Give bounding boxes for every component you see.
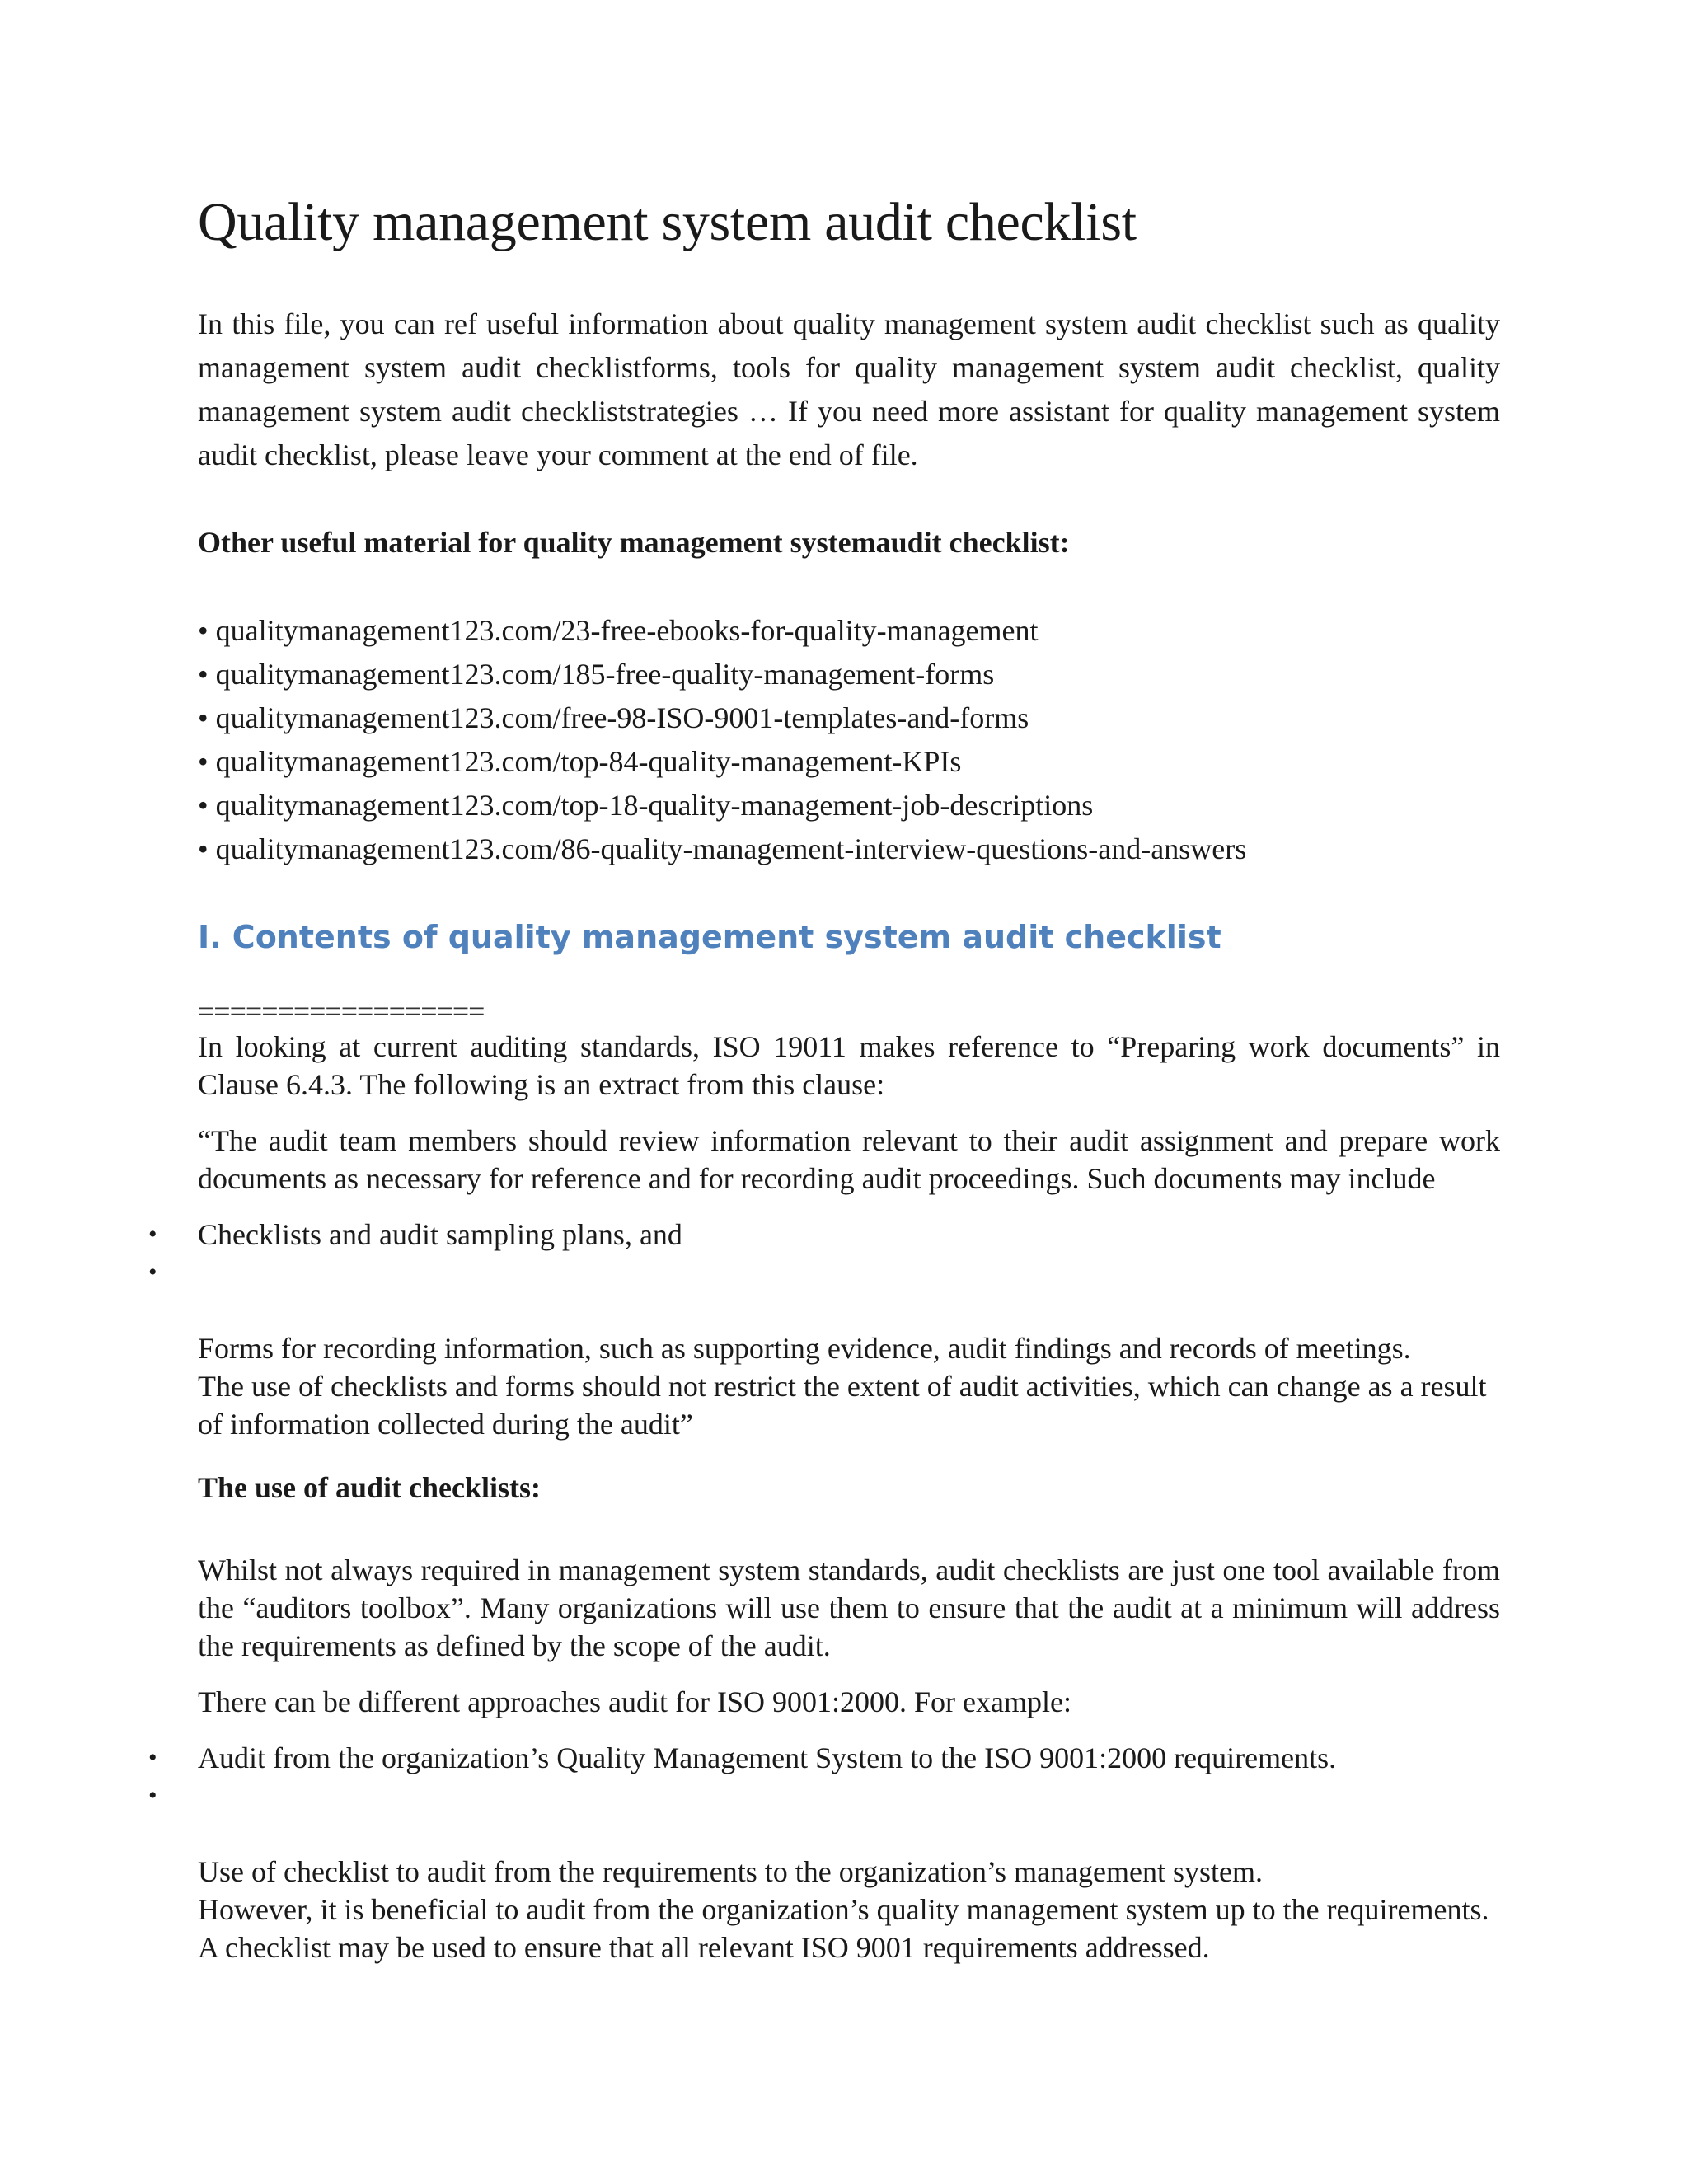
bullet-icon: • [148,1782,157,1810]
whilst-paragraph: Whilst not always required in management system standards, audit checklists are just one tool available from the “auditors toolbox”. Many organizations will use them to ensure that the audit at a minimum will address the requirements as defined by the scope of the audit. [198,1554,1500,1663]
link-item[interactable]: • qualitymanagement123.com/23-free-ebooks-for-quality-management [198,614,1039,648]
list-item-text: Use of checklist to audit from the requirements to the organization’s management system. However, it is beneficial to audit from the organization’s quality management system up to the requirements. A checklist may be used to ensure that all relevant ISO 9001 requirements addressed. [198,1855,1489,1965]
link-item[interactable]: • qualitymanagement123.com/top-84-quality-management-KPIs [198,745,962,779]
list-item [148,1777,1500,1966]
document-page [148,190,1500,1966]
approaches-paragraph: There can be different approaches audit for ISO 9001:2000. For example: [198,1685,1071,1719]
bullet-icon: • [148,1744,157,1772]
list-item-text: Audit from the organization’s Quality Management System to the ISO 9001:2000 requirements. [198,1741,1337,1775]
iso-paragraph: In looking at current auditing standards, ISO 19011 makes reference to “Preparing work documents” in Clause 6.4.3. The following is an extract from this clause: [198,1030,1500,1102]
links-heading: Other useful material for quality management systemaudit checklist: [198,526,1070,560]
list-item [148,1739,1500,1777]
link-item[interactable]: • qualitymanagement123.com/86-quality-management-interview-questions-and-answers [198,832,1247,866]
documents-bullet-list [148,1216,1500,1443]
link-item[interactable]: • qualitymanagement123.com/top-18-quality-management-job-descriptions [198,789,1094,823]
list-item-text: Forms for recording information, such as supporting evidence, audit findings and records of meetings. The use of checklists and forms should not restrict the extent of audit activities, which can change as a result of information collected during the audit” [198,1332,1487,1441]
quote-paragraph: “The audit team members should review information relevant to their audit assignment and prepare work documents as necessary for reference and for recording audit proceedings. Such documents may include [198,1124,1500,1196]
intro-paragraph: In this file, you can ref useful information about quality management system audit checklist such as quality management system audit checklistforms, tools for quality management system audit checklist, quality management system audit checkliststrategies … If you need more assistant for quality management system audit checklist, please leave your comment at the end of file. [198,307,1500,472]
list-item-text: Checklists and audit sampling plans, and [198,1218,682,1252]
document-title: Quality management system audit checklist [198,192,1137,252]
list-item [148,1254,1500,1443]
approaches-bullet-list [148,1739,1500,1966]
use-heading: The use of audit checklists: [198,1471,542,1505]
bullet-icon: • [148,1258,157,1286]
separator-line: ================== [198,995,485,1029]
bullet-icon: • [148,1221,157,1249]
link-item[interactable]: • qualitymanagement123.com/free-98-ISO-9001-templates-and-forms [198,701,1029,735]
link-item[interactable]: • qualitymanagement123.com/185-free-quality-management-forms [198,658,995,691]
useful-links-list [198,609,1500,871]
list-item [148,1216,1500,1254]
section-heading-contents: I. Contents of quality management system audit checklist [198,919,1221,956]
